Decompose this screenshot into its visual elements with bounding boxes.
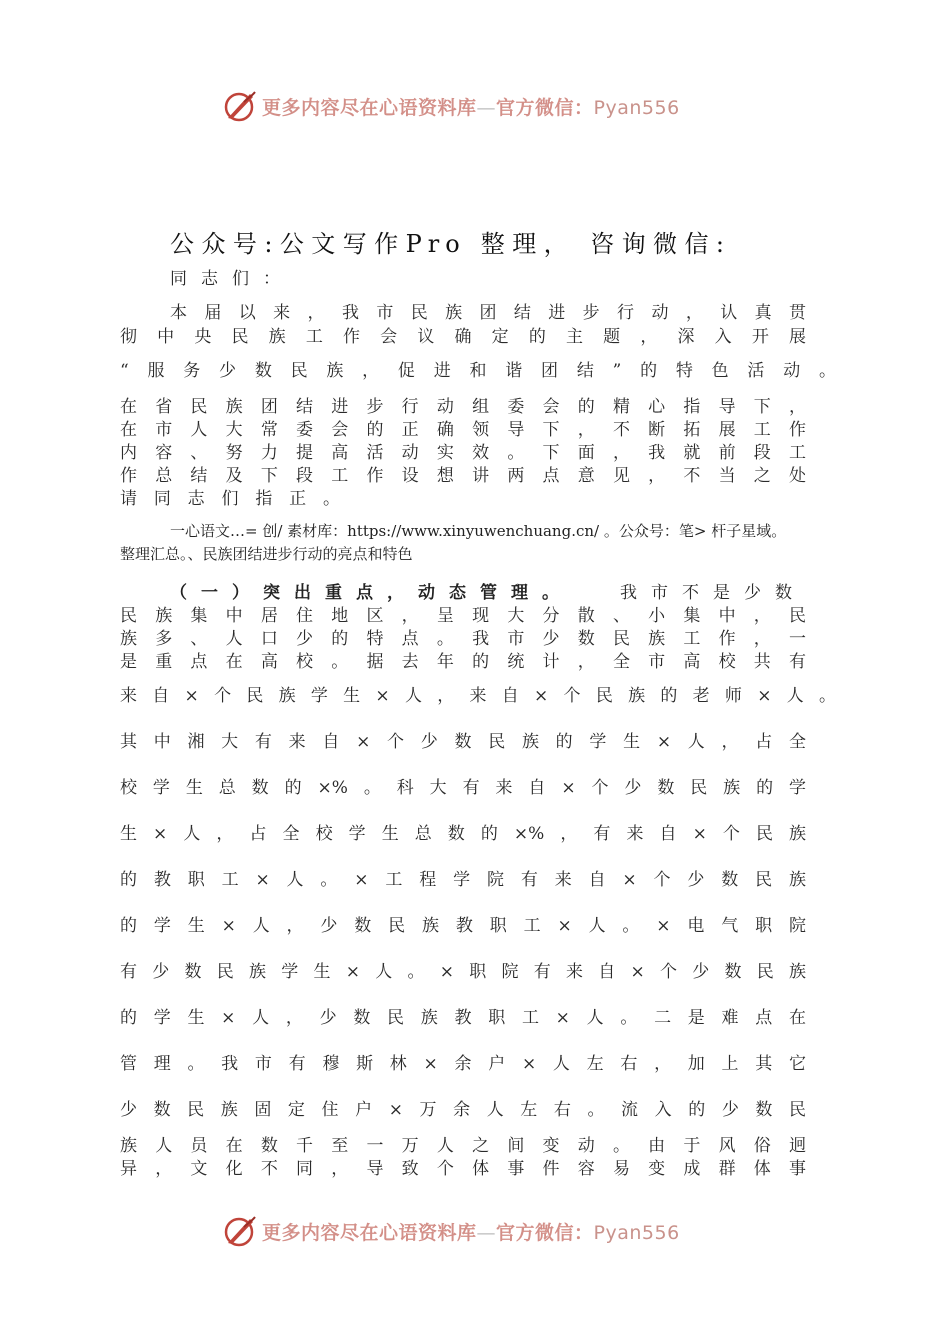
p2-line-14: 异，文化不同，导致个体事件容易变成群体事 bbox=[120, 1159, 806, 1179]
banner-text bbox=[262, 93, 680, 120]
banner-wechat: Pyan556 bbox=[593, 96, 680, 119]
p2-line-1: 族多、人口少的特点。我市少数民族工作，一 bbox=[120, 629, 806, 649]
p2-line-7: 的教职工×人。×工程学院有来自×个少数民族 bbox=[120, 870, 806, 890]
banner-part1: 更多内容尽在心语资料库 bbox=[262, 1221, 477, 1244]
document-title: 公众号:公文写作Pro 整理， 咨询微信: bbox=[170, 230, 730, 258]
banner-part1: 更多内容尽在心语资料库 bbox=[262, 96, 477, 119]
quill-logo-icon bbox=[222, 1213, 258, 1249]
p2-line-2: 是重点在高校。据去年的统计，全市高校共有 bbox=[120, 652, 806, 672]
p1-line-4: 在市人大常委会的正确领导下，不断拓展工作 bbox=[120, 420, 806, 440]
banner-dash: — bbox=[476, 96, 497, 119]
p2-line-6: 生×人，占全校学生总数的×%，有来自×个民族 bbox=[120, 824, 806, 844]
section-1-heading: （一）突出重点，动态管理。 bbox=[170, 583, 573, 603]
banner-part2: 官方微信： bbox=[496, 1221, 594, 1244]
banner-text bbox=[262, 1218, 680, 1245]
p2-line-9: 有少数民族学生×人。×职院有来自×个少数民族 bbox=[120, 962, 806, 982]
p2-line-0: 民族集中居住地区，呈现大分散、小集中，民 bbox=[120, 606, 806, 626]
section-1-heading-rest: 我市不是少数 bbox=[620, 583, 806, 603]
p1-line-6: 作总结及下段工作设想讲两点意见，不当之处 bbox=[120, 466, 806, 486]
quill-logo-icon bbox=[222, 88, 258, 124]
p2-line-8: 的学生×人，少数民族教职工×人。×电气职院 bbox=[120, 916, 806, 936]
p1-line-3: 在省民族团结进步行动组委会的精心指导下， bbox=[120, 397, 806, 417]
p1-line-0: 本届以来，我市民族团结进步行动，认真贯 bbox=[170, 303, 806, 323]
p1-line-1: 彻中央民族工作会议确定的主题，深入开展 bbox=[120, 327, 806, 347]
p2-line-11: 管理。我市有穆斯林×余户×人左右，加上其它 bbox=[120, 1054, 806, 1074]
banner-dash: — bbox=[476, 1221, 497, 1244]
p2-line-5: 校学生总数的×%。科大有来自×个少数民族的学 bbox=[120, 778, 806, 798]
section-1-heading-row bbox=[170, 578, 806, 603]
header-watermark-banner bbox=[222, 86, 742, 126]
p2-line-3: 来自×个民族学生×人，来自×个民族的老师×人。 bbox=[120, 686, 836, 706]
banner-part2: 官方微信： bbox=[496, 96, 594, 119]
p2-line-13: 族人员在数千至一万人之间变动。由于风俗迥 bbox=[120, 1136, 806, 1156]
greeting: 同志们： bbox=[170, 269, 280, 289]
p2-line-10: 的学生×人，少数民族教职工×人。二是难点在 bbox=[120, 1008, 806, 1028]
source-line-1: 一心语文…= 创/ 素材库：https://www.xinyuwenchuang.cn/ 。公众号：笔> 杆子星域。 bbox=[170, 522, 787, 540]
p1-line-7: 请同志们指正。 bbox=[120, 489, 340, 509]
source-line-2: 整理汇总。、民族团结进步行动的亮点和特色 bbox=[120, 545, 413, 563]
p2-line-12: 少数民族固定住户×万余人左右。流入的少数民 bbox=[120, 1100, 806, 1120]
banner-wechat: Pyan556 bbox=[593, 1221, 680, 1244]
p1-line-5: 内容、努力提高活动实效。下面，我就前段工 bbox=[120, 443, 806, 463]
p2-line-4: 其中湘大有来自×个少数民族的学生×人，占全 bbox=[120, 732, 806, 752]
p1-line-2: “服务少数民族，促进和谐团结”的特色活动。 bbox=[120, 361, 836, 381]
footer-watermark-banner bbox=[222, 1211, 742, 1251]
